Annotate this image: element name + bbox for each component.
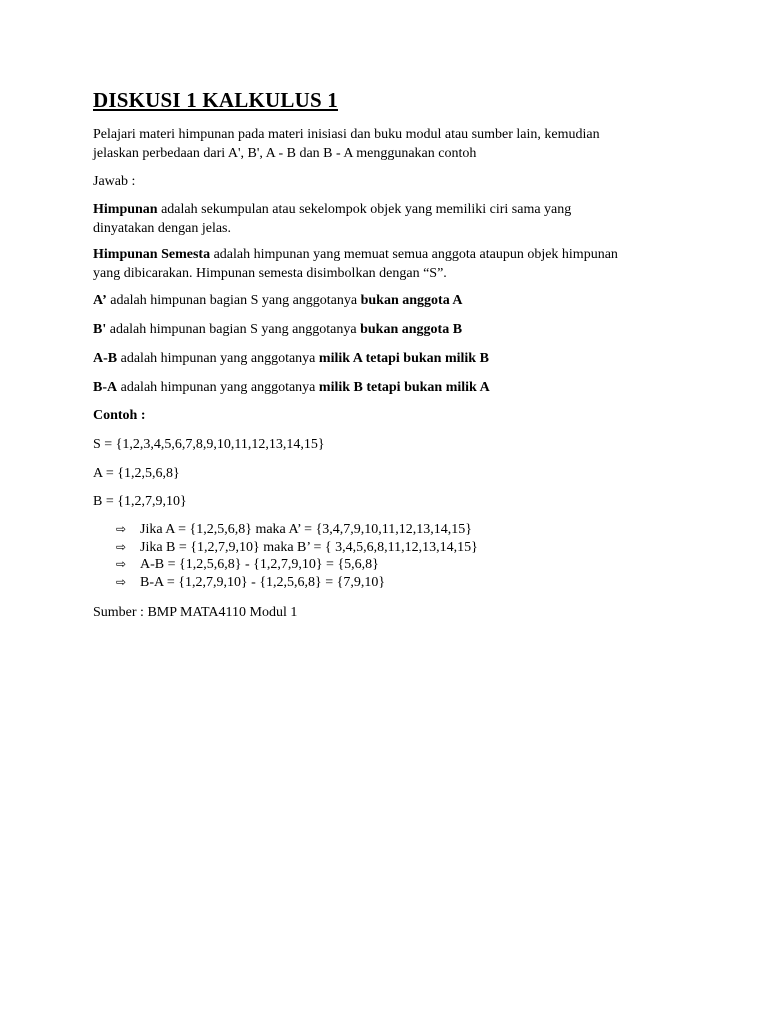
definition-emphasis: bukan anggota A <box>360 293 463 308</box>
definition-a-minus-b <box>93 349 683 368</box>
himpunan-text-line-2: dinyatakan dengan jelas. <box>93 221 232 236</box>
question-line-1: Pelajari materi himpunan pada materi inisiasi dan buku modul atau sumber lain, kemudian <box>93 127 600 142</box>
definition-emphasis: milik A tetapi bukan milik B <box>318 351 489 366</box>
result-text: B-A = {1,2,7,9,10} - {1,2,5,6,8} = {7,9,10} <box>140 574 386 590</box>
result-list <box>116 521 478 591</box>
result-text: Jika B = {1,2,7,9,10} maka B’ = { 3,4,5,6,8,11,12,13,14,15} <box>140 539 478 555</box>
list-item <box>116 521 478 539</box>
definition-term: B' <box>93 322 107 337</box>
semesta-text-line-1: adalah himpunan yang memuat semua anggota ataupun objek himpunan <box>210 247 618 262</box>
page-title: DISKUSI 1 KALKULUS 1 <box>93 88 338 112</box>
question-line-2: jelaskan perbedaan dari A', B', A - B dan B - A menggunakan contoh <box>93 146 477 161</box>
right-arrow-outline-icon: ⇨ <box>116 539 127 554</box>
source-citation: Sumber : BMP MATA4110 Modul 1 <box>93 605 298 620</box>
definition-text: adalah himpunan bagian S yang anggotanya <box>106 293 361 308</box>
question-paragraph <box>93 125 683 163</box>
example-label: Contoh : <box>93 408 146 423</box>
definition-term: A-B <box>93 351 118 366</box>
definition-text: adalah himpunan yang anggotanya <box>117 380 319 395</box>
himpunan-term: Himpunan <box>93 202 158 217</box>
definition-emphasis: milik B tetapi bukan milik A <box>318 380 490 395</box>
right-arrow-outline-icon: ⇨ <box>116 522 127 536</box>
list-item <box>116 556 478 574</box>
set-s: S = {1,2,3,4,5,6,7,8,9,10,11,12,13,14,15} <box>93 437 325 452</box>
set-b: B = {1,2,7,9,10} <box>93 494 187 509</box>
result-text: A-B = {1,2,5,6,8} - {1,2,7,9,10} = {5,6,8} <box>140 557 379 572</box>
definition-emphasis: bukan anggota B <box>360 322 463 337</box>
semesta-text-line-2: yang dibicarakan. Himpunan semesta disimbolkan dengan “S”. <box>93 266 447 281</box>
definition-term: B-A <box>93 380 118 395</box>
definition-text: adalah himpunan yang anggotanya <box>117 351 319 366</box>
himpunan-text-line-1: adalah sekumpulan atau sekelompok objek yang memiliki ciri sama yang <box>157 202 572 217</box>
himpunan-definition <box>93 200 683 238</box>
definition-a-complement <box>93 291 683 310</box>
list-item <box>116 574 478 592</box>
result-text: Jika A = {1,2,5,6,8} maka A’ = {3,4,7,9,10,11,12,13,14,15} <box>140 522 472 537</box>
answer-label: Jawab : <box>93 174 136 189</box>
semesta-definition <box>93 245 683 283</box>
list-item <box>116 539 478 557</box>
definition-b-complement <box>93 320 683 339</box>
right-arrow-outline-icon: ⇨ <box>116 557 127 571</box>
right-arrow-outline-icon: ⇨ <box>116 574 127 589</box>
set-a: A = {1,2,5,6,8} <box>93 466 180 481</box>
semesta-term: Himpunan Semesta <box>93 247 211 262</box>
definition-term: A’ <box>93 293 107 308</box>
definition-text: adalah himpunan bagian S yang anggotanya <box>106 322 361 337</box>
definition-b-minus-a <box>93 378 683 397</box>
